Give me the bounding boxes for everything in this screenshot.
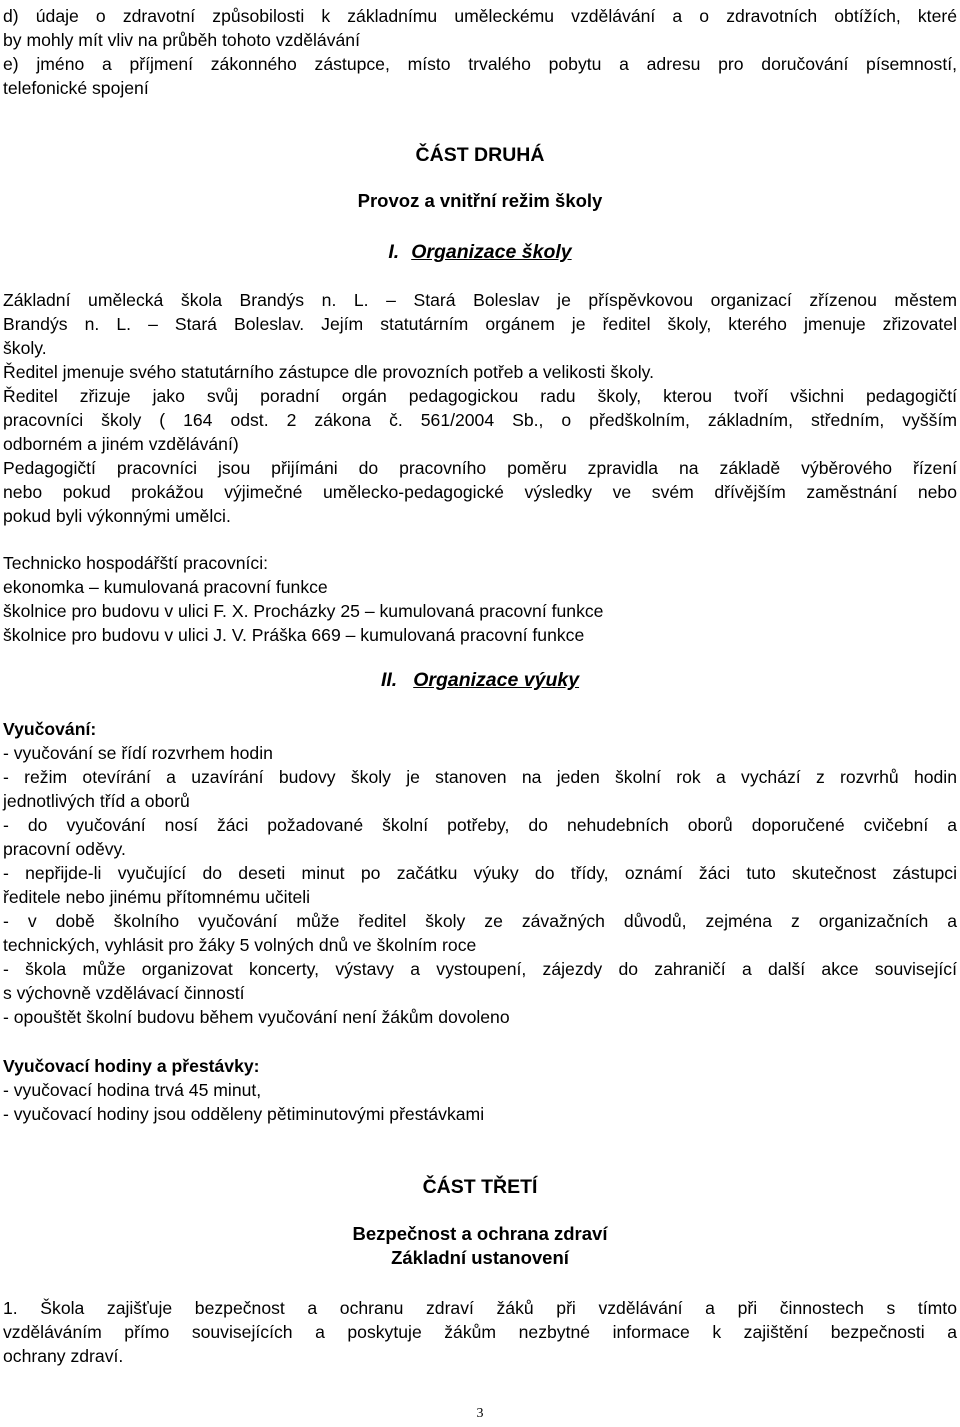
teaching-line-11: s výchovně vzdělávací činností: [3, 983, 245, 1003]
staff-heading: Technicko hospodářští pracovníci:: [3, 553, 269, 573]
section-2-number: II.: [380, 669, 398, 691]
teaching-line-12: - opouštět školní budovu během vyučování není žákům dovoleno: [3, 1007, 510, 1027]
section-2-heading: [3, 667, 957, 693]
teaching-line-8: - v době školního vyučování může ředitel školy ze závažných důvodů, zejména z organizačních a: [3, 911, 957, 931]
part-three-subsubtitle: Základní ustanovení: [391, 1247, 569, 1268]
teaching-line-6: - nepřijde-li vyučující do deseti minut po začátku výuky do třídy, oznámí žáci tuto skutečnost zástupci: [3, 863, 957, 883]
part-two-title: ČÁST DRUHÁ: [415, 144, 545, 166]
list-item-e-line2: telefonické spojení: [3, 78, 149, 98]
org-line-9: nebo pokud prokážou výjimečné umělecko-pedagogické výsledky ve svém dřívějším zaměstnání nebo: [3, 482, 957, 502]
section-1-title: Organizace školy: [411, 241, 572, 263]
lessons-line-1: - vyučovací hodina trvá 45 minut,: [3, 1080, 262, 1100]
section-1-heading: [3, 239, 957, 265]
section-1-number: I.: [388, 241, 400, 263]
list-item-d-line1: d) údaje o zdravotní způsobilosti k základnímu uměleckému vzdělávání a o zdravotních obtížích, které: [3, 6, 957, 26]
lessons-line-2: - vyučovací hodiny jsou odděleny pětiminutovými přestávkami: [3, 1104, 485, 1124]
section-2-title: Organizace výuky: [413, 669, 580, 691]
list-item-e-line1: e) jméno a příjmení zákonného zástupce, místo trvalého pobytu a adresu pro doručování písemností,: [3, 54, 957, 74]
teaching-line-5: pracovní oděvy.: [3, 839, 126, 859]
safety-line-1: 1. Škola zajišťuje bezpečnost a ochranu zdraví žáků při vzdělávání a při činnostech s tímto: [3, 1298, 957, 1318]
part-two-subtitle: Provoz a vnitřní režim školy: [357, 190, 603, 211]
staff-item-1: ekonomka – kumulovaná pracovní funkce: [3, 577, 328, 597]
org-line-3: školy.: [3, 338, 47, 358]
teaching-heading: Vyučování:: [3, 719, 97, 739]
teaching-line-9: technických, vyhlásit pro žáky 5 volných dnů ve školním roce: [3, 935, 477, 955]
safety-line-3: ochrany zdraví.: [3, 1346, 124, 1366]
org-line-5: Ředitel zřizuje jako svůj poradní orgán pedagogickou radu školy, kterou tvoří všichni pedagogičtí: [3, 386, 957, 406]
org-line-1: Základní umělecká škola Brandýs n. L. – Stará Boleslav je příspěvkovou organizací zřízenou městem: [3, 290, 957, 310]
staff-item-2: školnice pro budovu v ulici F. X. Procházky 25 – kumulovaná pracovní funkce: [3, 601, 604, 621]
org-line-4: Ředitel jmenuje svého statutárního zástupce dle provozních potřeb a velikosti školy.: [3, 362, 654, 382]
teaching-line-3: jednotlivých tříd a oborů: [3, 791, 190, 811]
staff-item-3: školnice pro budovu v ulici J. V. Práška 669 – kumulovaná pracovní funkce: [3, 625, 585, 645]
org-line-6: pracovníci školy ( 164 odst. 2 zákona č. 561/2004 Sb., o předškolním, základním, středním, vyšším: [3, 410, 957, 430]
part-three-subtitle: Bezpečnost a ochrana zdraví: [352, 1223, 608, 1244]
teaching-line-1: - vyučování se řídí rozvrhem hodin: [3, 743, 273, 763]
teaching-line-4: - do vyučování nosí žáci požadované školní potřeby, do nehudebních oborů doporučené cvičební a: [3, 815, 957, 835]
teaching-line-7: ředitele nebo jinému přítomnému učiteli: [3, 887, 311, 907]
part-three-title: ČÁST TŘETÍ: [422, 1176, 538, 1198]
list-item-d-line2: by mohly mít vliv na průběh tohoto vzdělávání: [3, 30, 360, 50]
safety-line-2: vzděláváním přímo souvisejících a poskytuje žákům nezbytné informace k zajištění bezpečnosti a: [3, 1322, 957, 1342]
org-line-7: odborném a jiném vzdělávání): [3, 434, 239, 454]
page-number: 3: [476, 1406, 484, 1421]
teaching-line-2: - režim otevírání a uzavírání budovy školy je stanoven na jeden školní rok a vychází z rozvrhů hodin: [3, 767, 957, 787]
teaching-line-10: - škola může organizovat koncerty, výstavy a vystoupení, zájezdy do zahraničí a další akce související: [3, 959, 957, 979]
org-line-10: pokud byli výkonnými umělci.: [3, 506, 231, 526]
org-line-8: Pedagogičtí pracovníci jsou přijímáni do pracovního poměru zpravidla na základě výběrového řízení: [3, 458, 957, 478]
lessons-heading: Vyučovací hodiny a přestávky:: [3, 1056, 260, 1076]
org-line-2: Brandýs n. L. – Stará Boleslav. Jejím statutárním orgánem je ředitel školy, kterého jmenuje zřizovatel: [3, 314, 957, 334]
